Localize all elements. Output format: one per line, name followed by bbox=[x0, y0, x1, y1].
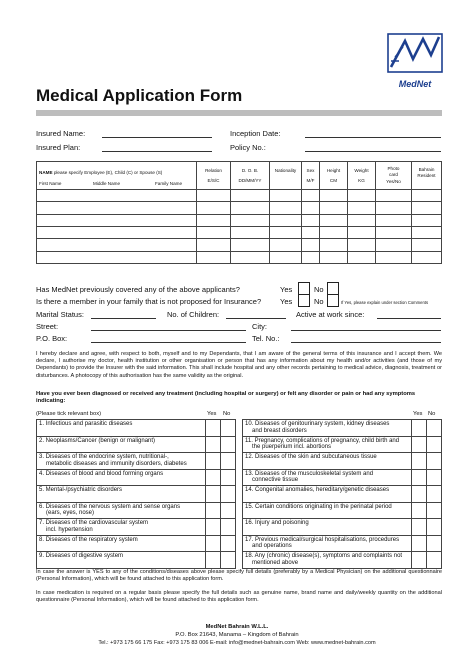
left-no-header: No bbox=[223, 411, 231, 417]
declaration-text: I hereby declare and agree, with respect to both, myself and to my Dependants, that I am aware of the general terms of this insurance and I accept them. We declare, I authorise my doctor, health institution or other organisation or person that has any information about my health and/or activities (and those of my Dependants) to provide the Insurer with the said information. This shall include hospital and any other records pertaining to medical advice, diagnosis, treatment or disturbances. A photocopy of this authorisation has the same validity as the original. bbox=[36, 351, 442, 379]
left-no-checkbox[interactable] bbox=[221, 535, 236, 552]
po-box-label: P.O. Box: bbox=[36, 334, 68, 343]
q2-yes-label: Yes bbox=[280, 297, 293, 306]
right-no-checkbox[interactable] bbox=[427, 420, 442, 437]
right-condition-label: 14. Congenital anomalies, hereditary/genetic diseases bbox=[243, 486, 412, 503]
page-title: Medical Application Form bbox=[36, 86, 243, 105]
right-condition-row bbox=[243, 502, 442, 519]
right-no-checkbox[interactable] bbox=[427, 486, 442, 503]
right-condition-row bbox=[243, 453, 442, 470]
left-no-checkbox[interactable] bbox=[221, 502, 236, 519]
city-label: City: bbox=[252, 322, 267, 331]
right-no-checkbox[interactable] bbox=[427, 436, 442, 453]
left-condition-row bbox=[37, 436, 236, 453]
right-yes-checkbox[interactable] bbox=[412, 502, 427, 519]
photo-card-header: Photo card Yes/No bbox=[376, 162, 412, 190]
left-yes-checkbox[interactable] bbox=[206, 502, 221, 519]
right-yes-checkbox[interactable] bbox=[412, 535, 427, 552]
insured-name-field[interactable] bbox=[102, 128, 212, 138]
diagnosed-question: Have you ever been diagnosed or received any treatment (including hospital or surgery) or felt any disorder or pain or had any symptoms indicating: bbox=[36, 391, 416, 405]
footer-company: MedNet Bahrain W.L.L. bbox=[205, 624, 269, 630]
left-condition-row bbox=[37, 486, 236, 503]
left-yes-checkbox[interactable] bbox=[206, 420, 221, 437]
right-condition-row bbox=[243, 486, 442, 503]
right-condition-label: 12. Diseases of the skin and subcutaneous tissue bbox=[243, 453, 412, 470]
left-yes-checkbox[interactable] bbox=[206, 519, 221, 536]
left-condition-row bbox=[37, 519, 236, 536]
nationality-header: Nationality bbox=[270, 162, 302, 190]
left-condition-row bbox=[37, 420, 236, 437]
right-condition-row bbox=[243, 469, 442, 486]
active-at-work-label: Active at work since: bbox=[296, 310, 365, 319]
left-no-checkbox[interactable] bbox=[221, 519, 236, 536]
table-row[interactable] bbox=[37, 202, 442, 214]
left-yes-checkbox[interactable] bbox=[206, 486, 221, 503]
right-condition-row bbox=[243, 552, 442, 569]
left-no-checkbox[interactable] bbox=[221, 453, 236, 470]
left-yes-checkbox[interactable] bbox=[206, 436, 221, 453]
right-no-checkbox[interactable] bbox=[427, 535, 442, 552]
children-label: No. of Children: bbox=[167, 310, 220, 319]
right-condition-label: 15. Certain conditions originating in the perinatal period bbox=[243, 502, 412, 519]
mednet-logo bbox=[387, 33, 443, 89]
left-yes-checkbox[interactable] bbox=[206, 535, 221, 552]
left-condition-row bbox=[37, 535, 236, 552]
inception-date-field[interactable] bbox=[305, 128, 441, 138]
tick-instruction: (Please tick relevant box) bbox=[36, 411, 102, 417]
left-condition-label: 9. Diseases of digestive system bbox=[37, 552, 206, 569]
note-medication: In case medication is required on a regular basis please specify the full details such as genuine name, brand name and daily/weekly quantity on the additional questionnaire (Personal Information), which will be found attached to this application form. bbox=[36, 590, 442, 604]
children-field[interactable] bbox=[226, 309, 286, 319]
left-condition-label: 6. Diseases of the nervous system and sense organs (ears, eyes, nose) bbox=[37, 502, 206, 519]
first-name-header: First Name bbox=[39, 181, 62, 186]
left-yes-checkbox[interactable] bbox=[206, 469, 221, 486]
marital-status-field[interactable] bbox=[91, 309, 156, 319]
left-no-checkbox[interactable] bbox=[221, 436, 236, 453]
right-condition-label: 13. Diseases of the musculoskeletal system and connective tissue bbox=[243, 469, 412, 486]
conditions-right-table bbox=[242, 419, 442, 569]
insured-plan-field[interactable] bbox=[102, 142, 212, 152]
note-yes-answers: In case the answer is YES to any of the conditions/diseases above please specify full details (preferably by a Medical Physician) on the additional questionnaire (Personal Information), which will be found attached to this application form. bbox=[36, 569, 442, 583]
left-no-checkbox[interactable] bbox=[221, 486, 236, 503]
table-row[interactable] bbox=[37, 226, 442, 238]
mednet-logo-icon bbox=[387, 33, 443, 75]
left-condition-label: 3. Diseases of the endocrine system, nutritional-, metabolic diseases and immunity disorders, diabetes bbox=[37, 453, 206, 470]
policy-no-field[interactable] bbox=[305, 142, 441, 152]
left-no-checkbox[interactable] bbox=[221, 420, 236, 437]
po-box-field[interactable] bbox=[91, 333, 246, 343]
right-condition-row bbox=[243, 519, 442, 536]
left-yes-checkbox[interactable] bbox=[206, 453, 221, 470]
right-yes-checkbox[interactable] bbox=[412, 486, 427, 503]
tel-no-field[interactable] bbox=[291, 333, 441, 343]
right-yes-checkbox[interactable] bbox=[412, 552, 427, 569]
right-no-checkbox[interactable] bbox=[427, 502, 442, 519]
footer-contact: Tel.: +973 175 66 175 Fax: +973 175 83 006 E-mail: info@mednet-bahrain.com Web: www.mednet-bahrain.com bbox=[98, 640, 376, 646]
table-row[interactable] bbox=[37, 239, 442, 251]
q2-no-label: No bbox=[314, 297, 324, 306]
active-at-work-field[interactable] bbox=[377, 309, 441, 319]
left-condition-row bbox=[37, 502, 236, 519]
mednet-logo-text: MedNet bbox=[398, 79, 432, 89]
city-field[interactable] bbox=[291, 321, 441, 331]
street-label: Street: bbox=[36, 322, 59, 331]
right-no-checkbox[interactable] bbox=[427, 469, 442, 486]
relation-header: Relation E/S/C bbox=[197, 162, 231, 190]
marital-status-label: Marital Status: bbox=[36, 310, 84, 319]
q2-no-checkbox[interactable] bbox=[327, 294, 339, 307]
tel-no-label: Tel. No.: bbox=[252, 334, 280, 343]
question-family-member: Is there a member in your family that is not proposed for Insurance? bbox=[36, 297, 262, 306]
table-row[interactable] bbox=[37, 190, 442, 202]
middle-name-header: Middle Name bbox=[93, 181, 121, 186]
left-condition-label: 7. Diseases of the cardiovascular system incl. hypertension bbox=[37, 519, 206, 536]
left-condition-row bbox=[37, 552, 236, 569]
conditions-left-table bbox=[36, 419, 236, 569]
q2-note: If Yes, please explain under section Comments bbox=[341, 300, 429, 305]
left-yes-header: Yes bbox=[207, 411, 217, 417]
q2-yes-checkbox[interactable] bbox=[298, 294, 310, 307]
policy-no-label: Policy No.: bbox=[230, 143, 266, 152]
weight-header: Weight KG bbox=[348, 162, 376, 190]
title-divider bbox=[36, 110, 442, 116]
right-no-checkbox[interactable] bbox=[427, 453, 442, 470]
right-yes-header: Yes bbox=[413, 411, 423, 417]
right-condition-row bbox=[243, 535, 442, 552]
right-yes-checkbox[interactable] bbox=[412, 519, 427, 536]
right-no-checkbox[interactable] bbox=[427, 552, 442, 569]
bahrain-resident-header: Bahrain Resident bbox=[412, 162, 442, 190]
right-condition-label: 11. Pregnancy, complications of pregnancy, child birth and the puerperium incl. abortions bbox=[243, 436, 412, 453]
right-yes-checkbox[interactable] bbox=[412, 453, 427, 470]
right-yes-checkbox[interactable] bbox=[412, 420, 427, 437]
question-previous-coverage: Has MedNet previously covered any of the above applicants? bbox=[36, 285, 240, 294]
left-condition-label: 4. Diseases of blood and blood forming organs bbox=[37, 469, 206, 486]
right-yes-checkbox[interactable] bbox=[412, 469, 427, 486]
right-condition-label: 10. Diseases of genitourinary system, kidney diseases and breast disorders bbox=[243, 420, 412, 437]
q1-yes-label: Yes bbox=[280, 285, 293, 294]
left-condition-row bbox=[37, 469, 236, 486]
right-condition-label: 16. Injury and poisoning bbox=[243, 519, 412, 536]
insured-name-label: Insured Name: bbox=[36, 129, 86, 138]
dob-header: D. O. B. DD/MM/YY bbox=[231, 162, 270, 190]
left-yes-checkbox[interactable] bbox=[206, 552, 221, 569]
right-no-checkbox[interactable] bbox=[427, 519, 442, 536]
left-condition-label: 5. Mental-/psychiatric disorders bbox=[37, 486, 206, 503]
applicants-table bbox=[36, 161, 442, 264]
q1-no-label: No bbox=[314, 285, 324, 294]
table-row[interactable] bbox=[37, 214, 442, 226]
family-name-header: Family Name bbox=[155, 181, 183, 186]
right-yes-checkbox[interactable] bbox=[412, 436, 427, 453]
table-row[interactable] bbox=[37, 251, 442, 263]
left-condition-label: 1. Infectious and parasitic diseases bbox=[37, 420, 206, 437]
street-field[interactable] bbox=[91, 321, 246, 331]
right-condition-label: 18. Any (chronic) disease(s), symptoms and complaints not mentioned above bbox=[243, 552, 412, 569]
inception-date-label: Inception Date: bbox=[230, 129, 281, 138]
name-header: NAME please specify Employee (E), Child (C) or Spouse (S) bbox=[39, 170, 163, 175]
insured-plan-label: Insured Plan: bbox=[36, 143, 81, 152]
left-condition-row bbox=[37, 453, 236, 470]
left-condition-label: 2. Neoplasms/Cancer (benign or malignant) bbox=[37, 436, 206, 453]
left-no-checkbox[interactable] bbox=[221, 469, 236, 486]
right-condition-row bbox=[243, 436, 442, 453]
right-no-header: No bbox=[428, 411, 436, 417]
right-condition-label: 17. Previous medical/surgical hospitalisations, procedures and operations bbox=[243, 535, 412, 552]
left-condition-label: 8. Diseases of the respiratory system bbox=[37, 535, 206, 552]
footer-address: P.O. Box 21643, Manama – Kingdom of Bahrain bbox=[175, 632, 299, 638]
right-condition-row bbox=[243, 420, 442, 437]
sex-header: Sex M/F bbox=[302, 162, 320, 190]
height-header: Height CM bbox=[320, 162, 348, 190]
left-no-checkbox[interactable] bbox=[221, 552, 236, 569]
